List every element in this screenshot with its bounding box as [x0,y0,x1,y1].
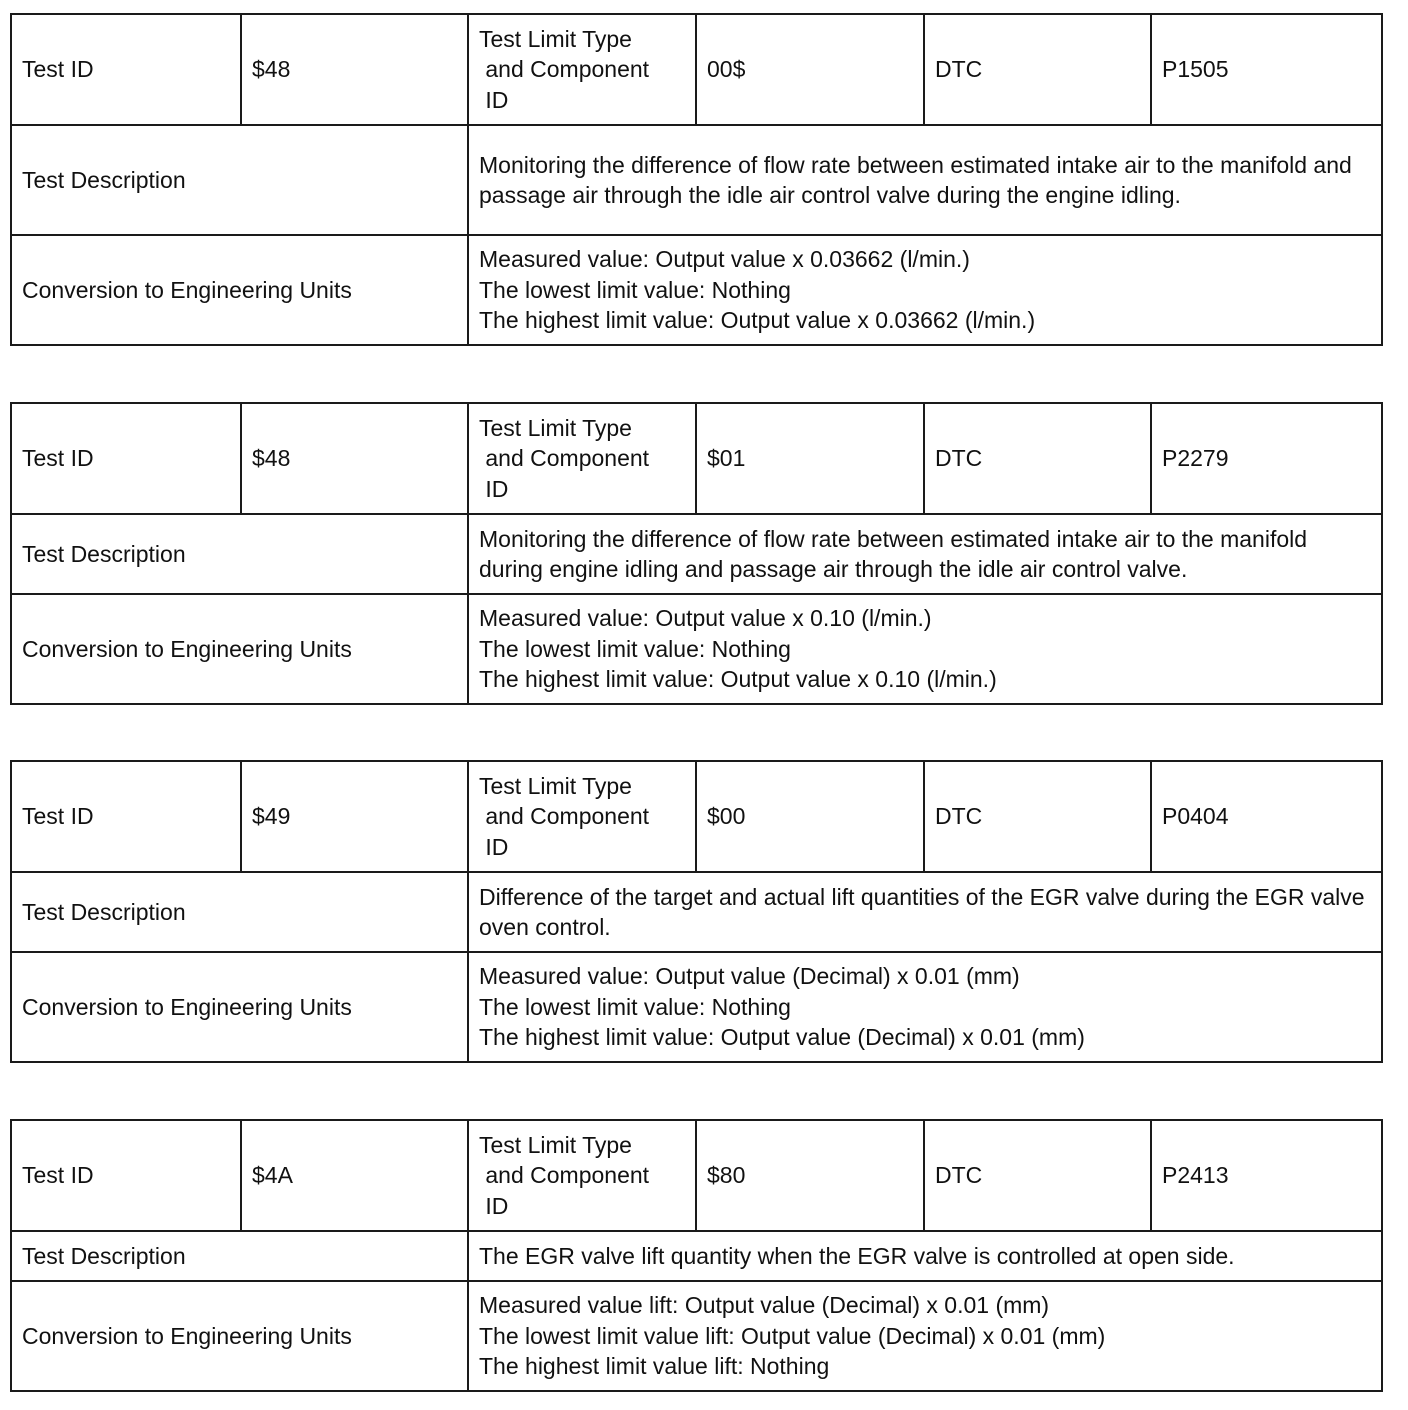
highest-limit-line: The highest limit value: Output value (Decimal) x 0.01 (mm) [479,1024,1085,1051]
dtc-value: P1505 [1151,14,1382,125]
component-id-value: $00 [696,761,924,872]
test-description-value: The EGR valve lift quantity when the EGR valve is controlled at open side. [468,1231,1382,1281]
conversion-value [468,235,1382,345]
highest-limit-line: The highest limit value: Output value x 0.10 (l/min.) [479,666,997,693]
test-limit-type-label: Test Limit Type and Component ID [468,761,696,872]
dtc-value: P2279 [1151,403,1382,514]
component-id-value: 00$ [696,14,924,125]
test-description-value: Monitoring the difference of flow rate between estimated intake air to the manifold and passage air through the idle air control valve during the engine idling. [468,125,1382,235]
conversion-value [468,952,1382,1062]
highest-limit-line: The highest limit value lift: Nothing [479,1353,830,1380]
test-table-1 [10,13,1383,346]
conversion-label: Conversion to Engineering Units [11,952,468,1062]
test-id-label: Test ID [11,761,241,872]
lowest-limit-line: The lowest limit value lift: Output value (Decimal) x 0.01 (mm) [479,1322,1106,1349]
component-id-value: $01 [696,403,924,514]
test-description-label: Test Description [11,1231,468,1281]
lowest-limit-line: The lowest limit value: Nothing [479,635,791,662]
lowest-limit-line: The lowest limit value: Nothing [479,993,791,1020]
test-table-2 [10,402,1383,705]
dtc-label: DTC [924,1120,1151,1231]
test-description-label: Test Description [11,872,468,952]
test-id-value: $48 [241,403,468,514]
dtc-label: DTC [924,14,1151,125]
measured-value-line: Measured value: Output value x 0.03662 (l/min.) [479,246,970,273]
test-id-value: $49 [241,761,468,872]
lowest-limit-line: The lowest limit value: Nothing [479,276,791,303]
test-description-label: Test Description [11,514,468,594]
test-limit-type-label: Test Limit Type and Component ID [468,1120,696,1231]
conversion-label: Conversion to Engineering Units [11,1281,468,1391]
test-id-label: Test ID [11,14,241,125]
dtc-value: P0404 [1151,761,1382,872]
dtc-label: DTC [924,761,1151,872]
dtc-label: DTC [924,403,1151,514]
highest-limit-line: The highest limit value: Output value x 0.03662 (l/min.) [479,307,1036,334]
test-limit-type-label: Test Limit Type and Component ID [468,14,696,125]
conversion-label: Conversion to Engineering Units [11,235,468,345]
test-table-4 [10,1119,1383,1392]
measured-value-line: Measured value lift: Output value (Decimal) x 0.01 (mm) [479,1292,1050,1319]
conversion-value [468,594,1382,704]
conversion-value [468,1281,1382,1391]
component-id-value: $80 [696,1120,924,1231]
test-table-3 [10,760,1383,1063]
test-limit-type-label: Test Limit Type and Component ID [468,403,696,514]
dtc-value: P2413 [1151,1120,1382,1231]
test-description-value: Difference of the target and actual lift quantities of the EGR valve during the EGR valve oven control. [468,872,1382,952]
conversion-label: Conversion to Engineering Units [11,594,468,704]
test-id-label: Test ID [11,1120,241,1231]
measured-value-line: Measured value: Output value (Decimal) x 0.01 (mm) [479,963,1020,990]
measured-value-line: Measured value: Output value x 0.10 (l/min.) [479,605,932,632]
test-id-value: $48 [241,14,468,125]
test-id-label: Test ID [11,403,241,514]
test-description-label: Test Description [11,125,468,235]
test-description-value: Monitoring the difference of flow rate between estimated intake air to the manifold during engine idling and passage air through the idle air control valve. [468,514,1382,594]
test-id-value: $4A [241,1120,468,1231]
